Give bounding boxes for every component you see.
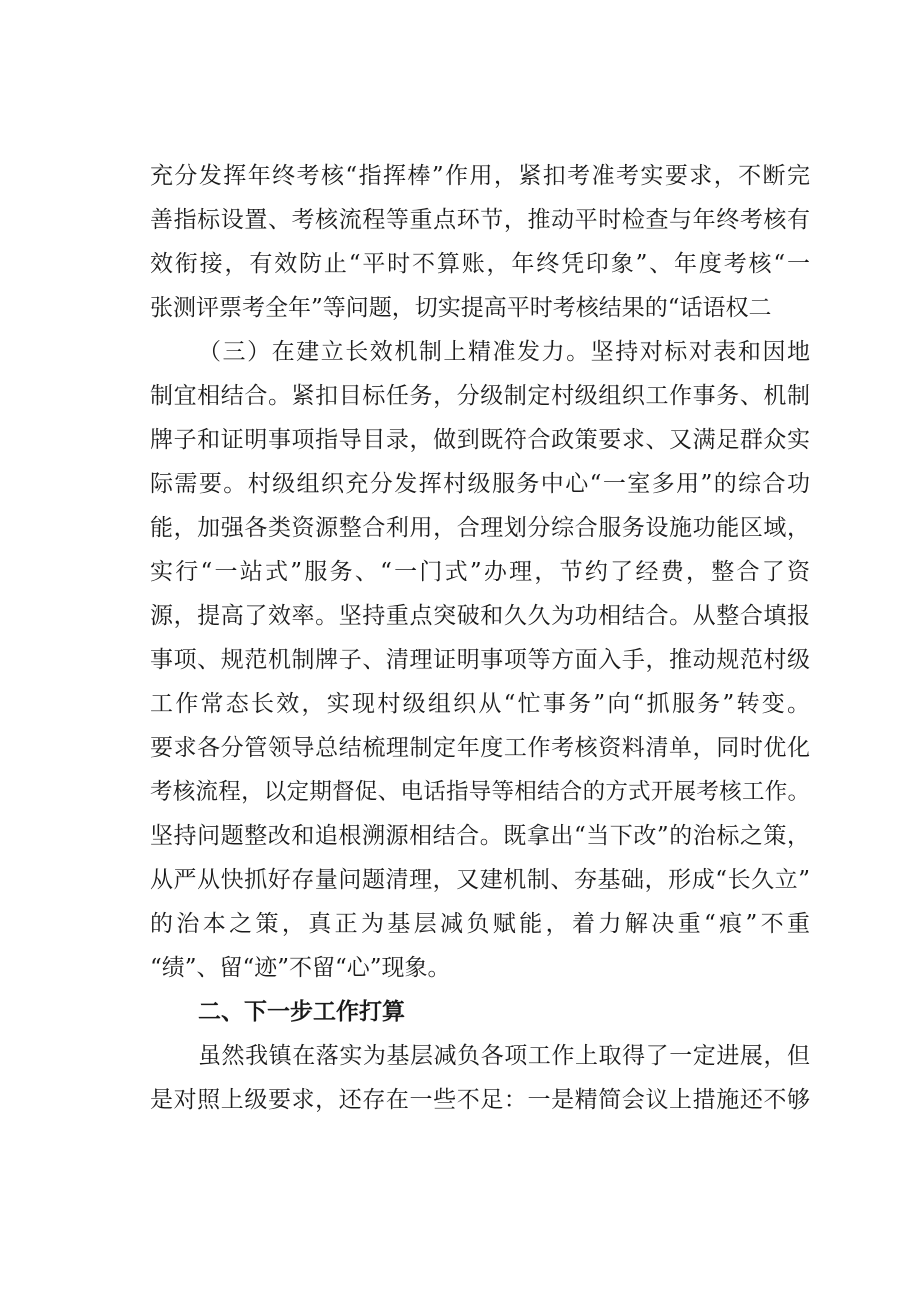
body-text-line: 效衔接，有效防止“平时不算账，年终凭印象”、年度考核“一 — [150, 251, 810, 277]
body-text-line: 能，加强各类资源整合利用，合理划分综合服务设施功能区域， — [150, 515, 810, 541]
body-text-line: 考核流程，以定期督促、电话指导等相结合的方式开展考核工作。 — [150, 779, 810, 805]
body-text-line: 牌子和证明事项指导目录，做到既符合政策要求、又满足群众实 — [150, 427, 810, 453]
body-text-line: 虽然我镇在落实为基层减负各项工作上取得了一定进展，但 — [198, 1043, 810, 1069]
section-heading: 二、下一步工作打算 — [198, 999, 405, 1025]
body-text-line: 坚持问题整改和追根溯源相结合。既拿出“当下改”的治标之策， — [150, 823, 810, 849]
body-text-line: 事项、规范机制牌子、清理证明事项等方面入手，推动规范村级 — [150, 647, 810, 673]
body-text-line: 张测评票考全年”等问题，切实提高平时考核结果的“话语权二 — [150, 295, 772, 321]
body-text-line: 善指标设置、考核流程等重点环节，推动平时检查与年终考核有 — [150, 207, 810, 233]
body-text-line: 工作常态长效，实现村级组织从“忙事务”向“抓服务”转变。 — [150, 691, 810, 717]
body-text-line: 是对照上级要求，还存在一些不足：一是精简会议上措施还不够 — [150, 1087, 810, 1113]
body-text-line: 制宜相结合。紧扣目标任务，分级制定村级组织工作事务、机制 — [150, 383, 810, 409]
body-text-line: “绩”、留“迹”不留“心”现象。 — [150, 955, 451, 981]
body-text-line: 从严从快抓好存量问题清理，又建机制、夯基础，形成“长久立” — [150, 867, 810, 893]
body-text-line: 源，提高了效率。坚持重点突破和久久为功相结合。从整合填报 — [150, 603, 810, 629]
body-text-line: 要求各分管领导总结梳理制定年度工作考核资料清单，同时优化 — [150, 735, 810, 761]
body-text-line: 实行“一站式”服务、“一门式”办理，节约了经费，整合了资 — [150, 559, 810, 585]
body-text-line: （三）在建立长效机制上精准发力。坚持对标对表和因地 — [198, 339, 810, 365]
body-text-line: 充分发挥年终考核“指挥棒”作用，紧扣考准考实要求，不断完 — [150, 163, 810, 189]
body-text-line: 际需要。村级组织充分发挥村级服务中心“一室多用”的综合功 — [150, 471, 810, 497]
body-text-line: 的治本之策，真正为基层减负赋能，着力解决重“痕”不重 — [150, 911, 810, 937]
